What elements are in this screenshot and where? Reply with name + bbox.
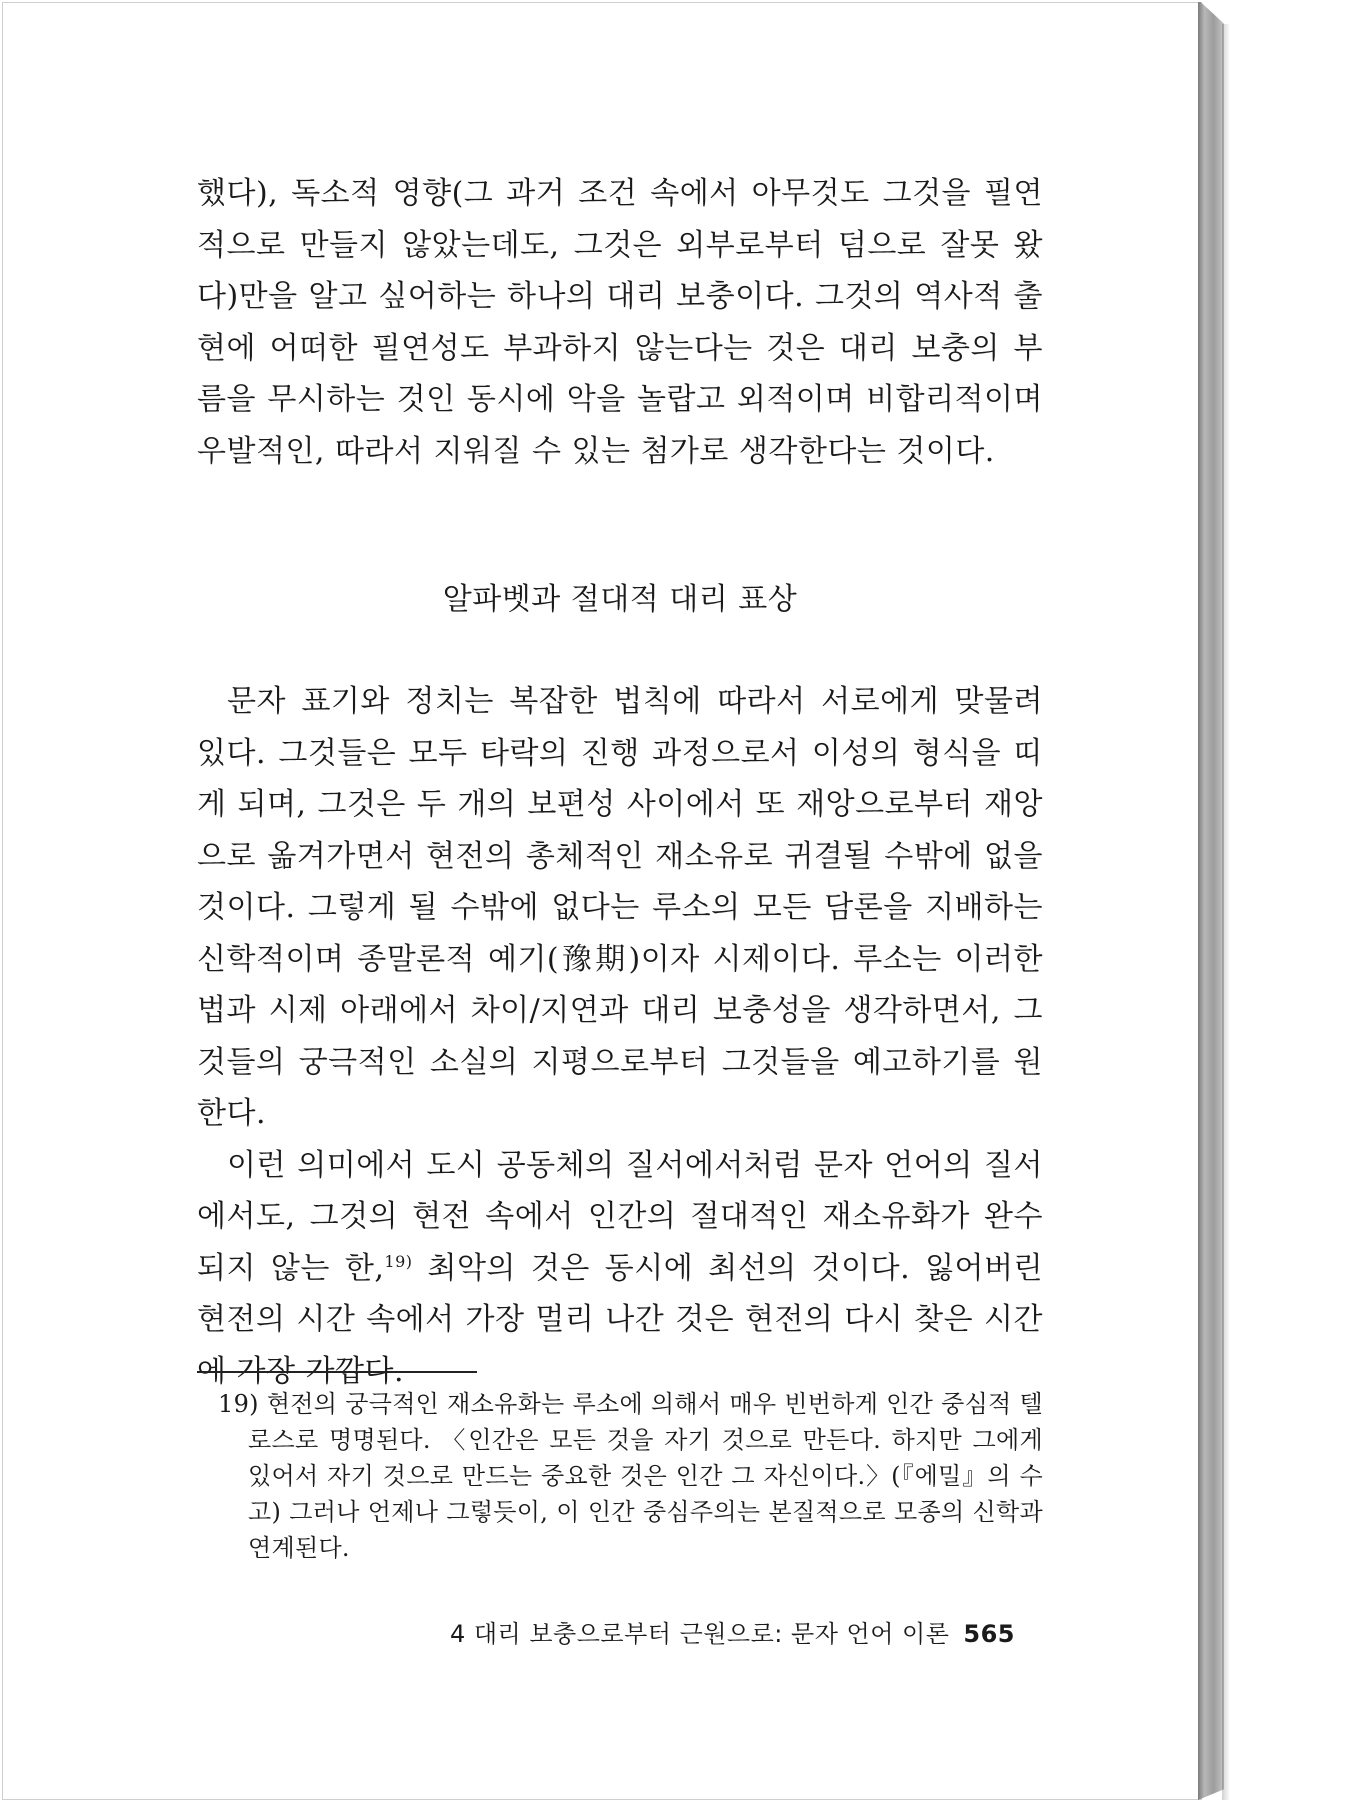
footnote — [218, 1386, 1043, 1566]
page-edge — [1198, 2, 1224, 1800]
paragraph-continued: 했다), 독소적 영향(그 과거 조건 속에서 아무것도 그것을 필연적으로 만들지 않았는데도, 그것은 외부로부터 덤으로 잘못 왔다)만을 알고 싶어하는 하나의 대리 보충이다. 그것의 역사적 출현에 어떠한 필연성도 부과하지 않는다는 것은 대리 보충의 부름을 무시하는 것인 동시에 악을 놀랍고 외적이며 비합리적이며 우발적인, 따라서 지워질 수 있는 첨가로 생각한다는 것이다. — [197, 176, 1043, 469]
page-edge-shadow — [1222, 24, 1230, 1800]
section-title: 알파벳과 절대적 대리 표상 — [442, 582, 798, 617]
footnote-entry — [218, 1386, 1043, 1566]
paragraph-text-after-note: 최악의 것은 동시에 최선의 것이다. 잃어버린 현전의 시간 속에서 가장 멀리 나간 것은 현전의 다시 찾은 시간에 가장 가깝다. — [197, 1250, 1043, 1389]
footnote-divider — [197, 1371, 477, 1373]
paragraph: 문자 표기와 정치는 복잡한 법칙에 따라서 서로에게 맞물려 있다. 그것들은 모두 타락의 진행 과정으로서 이성의 형식을 띠게 되며, 그것은 두 개의 보편성 사이에서 또 재앙으로부터 재앙으로 옮겨가면서 현전의 총체적인 재소유로 귀결될 수밖에 없을 것이다. 그렇게 될 수밖에 없다는 루소의 모든 담론을 지배하는 신학적이며 종말론적 예기(豫期)이자 시제이다. 루소는 이러한 법과 시제 아래에서 차이/지연과 대리 보충성을 생각하면서, 그것들의 궁극적인 소실의 지평으로부터 그것들을 예고하기를 원한다. — [197, 684, 1043, 1131]
paragraph-text-before-note: 이런 의미에서 도시 공동체의 질서에서처럼 문자 언어의 질서에서도, 그것의 현전 속에서 인간의 절대적인 재소유화가 완수되지 않는 한, — [197, 1147, 1043, 1286]
section-body — [197, 676, 1043, 1397]
top-text-block — [197, 168, 1043, 477]
footnote-number: 19) — [218, 1390, 259, 1418]
running-footer — [197, 1616, 1015, 1652]
footnote-text: 현전의 궁극적인 재소유화는 루소에 의해서 매우 빈번하게 인간 중심적 텔로스로 명명된다. 〈인간은 모든 것을 자기 것으로 만든다. 하지만 그에게 있어서 자기 것으로 만드는 중요한 것은 인간 그 자신이다.〉(『에밀』의 수고) 그러나 언제나 그렇듯이, 이 인간 중심주의는 본질적으로 모종의 신학과 연계된다. — [248, 1390, 1043, 1562]
footnote-reference[interactable]: 19) — [384, 1251, 413, 1271]
paragraph-with-note — [197, 1140, 1043, 1398]
running-footer-title: 4 대리 보충으로부터 근원으로: 문자 언어 이론 — [449, 1620, 950, 1648]
page-number: 565 — [963, 1620, 1015, 1648]
